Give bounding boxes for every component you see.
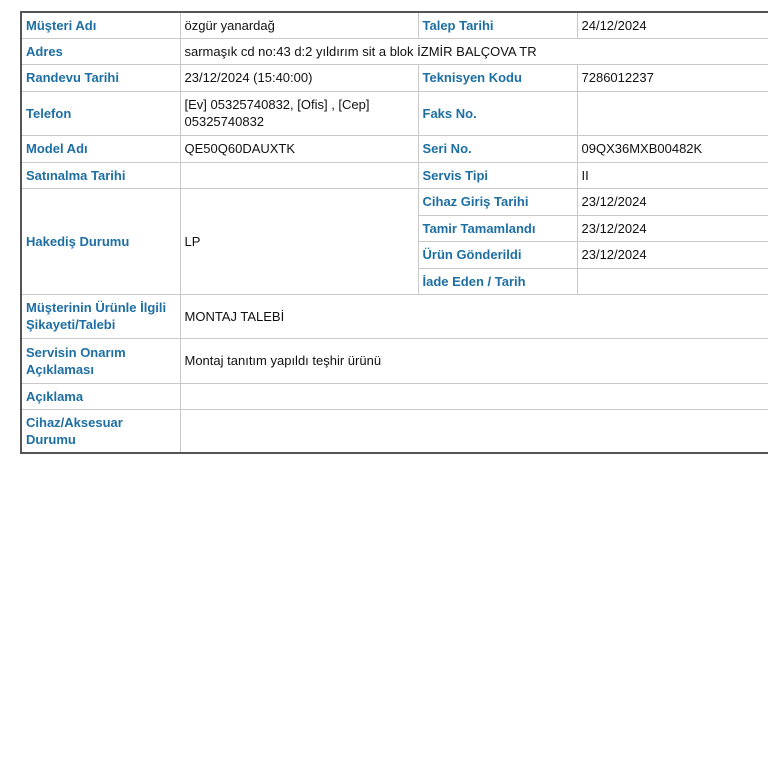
aciklama-value [180, 383, 768, 409]
model-adi-label: Model Adı [21, 135, 180, 162]
faks-no-value [577, 91, 768, 135]
iade-eden-tarih-value [577, 268, 768, 294]
service-form-table [20, 11, 768, 454]
aksesuar-label-line1: Cihaz/Aksesuar [26, 414, 123, 430]
talep-tarihi-value: 24/12/2024 [577, 12, 768, 38]
iade-eden-tarih-label: İade Eden / Tarih [418, 268, 577, 294]
onarim-value: Montaj tanıtım yapıldı teşhir ürünü [180, 338, 768, 383]
sikayet-label [21, 294, 180, 338]
row-cihaz-giris [21, 188, 768, 215]
aksesuar-label-line2: Durumu [26, 431, 76, 447]
musteri-adi-label: Müşteri Adı [21, 12, 180, 38]
row-onarim [21, 338, 768, 383]
musteri-adi-value: özgür yanardağ [180, 12, 418, 38]
cihaz-giris-tarihi-value: 23/12/2024 [577, 188, 768, 215]
urun-gonderildi-label: Ürün Gönderildi [418, 241, 577, 268]
onarim-label [21, 338, 180, 383]
telefon-value-line2: 05325740832 [184, 114, 265, 129]
aksesuar-value [180, 409, 768, 453]
cihaz-giris-tarihi-label: Cihaz Giriş Tarihi [418, 188, 577, 215]
talep-tarihi-label: Talep Tarihi [418, 12, 577, 38]
row-musteri [21, 12, 768, 38]
telefon-value-line1: [Ev] 05325740832, [Ofis] , [Cep] [184, 97, 370, 112]
faks-no-label: Faks No. [418, 91, 577, 135]
row-telefon [21, 91, 768, 135]
telefon-label: Telefon [21, 91, 180, 135]
tamir-tamamlandi-label: Tamir Tamamlandı [418, 215, 577, 241]
row-randevu [21, 64, 768, 91]
row-aksesuar [21, 409, 768, 453]
row-sikayet [21, 294, 768, 338]
sikayet-label-line1: Müşterinin Ürünle İlgili [26, 300, 167, 315]
aksesuar-label [21, 409, 180, 453]
hakedis-durumu-label: Hakediş Durumu [21, 188, 180, 294]
row-satinalma [21, 162, 768, 188]
randevu-tarihi-label: Randevu Tarihi [21, 64, 180, 91]
servis-tipi-label: Servis Tipi [418, 162, 577, 188]
aciklama-label: Açıklama [21, 383, 180, 409]
onarim-label-line1: Servisin Onarım [26, 344, 126, 360]
service-form [20, 11, 768, 454]
servis-tipi-value: II [577, 162, 768, 188]
model-adi-value: QE50Q60DAUXTK [180, 135, 418, 162]
hakedis-durumu-value: LP [180, 188, 418, 294]
seri-no-value: 09QX36MXB00482K [577, 135, 768, 162]
sikayet-label-line2: Şikayeti/Talebi [26, 317, 116, 332]
teknisyen-kodu-label: Teknisyen Kodu [418, 64, 577, 91]
satinalma-tarihi-value [180, 162, 418, 188]
adres-label: Adres [21, 38, 180, 64]
row-aciklama [21, 383, 768, 409]
onarim-label-line2: Açıklaması [26, 361, 94, 377]
teknisyen-kodu-value: 7286012237 [577, 64, 768, 91]
sikayet-value: MONTAJ TALEBİ [180, 294, 768, 338]
tamir-tamamlandi-value: 23/12/2024 [577, 215, 768, 241]
randevu-tarihi-value: 23/12/2024 (15:40:00) [180, 64, 418, 91]
row-model [21, 135, 768, 162]
row-adres [21, 38, 768, 64]
seri-no-label: Seri No. [418, 135, 577, 162]
telefon-value [180, 91, 418, 135]
urun-gonderildi-value: 23/12/2024 [577, 241, 768, 268]
satinalma-tarihi-label: Satınalma Tarihi [21, 162, 180, 188]
adres-value: sarmaşık cd no:43 d:2 yıldırım sit a blok İZMİR BALÇOVA TR [180, 38, 768, 64]
